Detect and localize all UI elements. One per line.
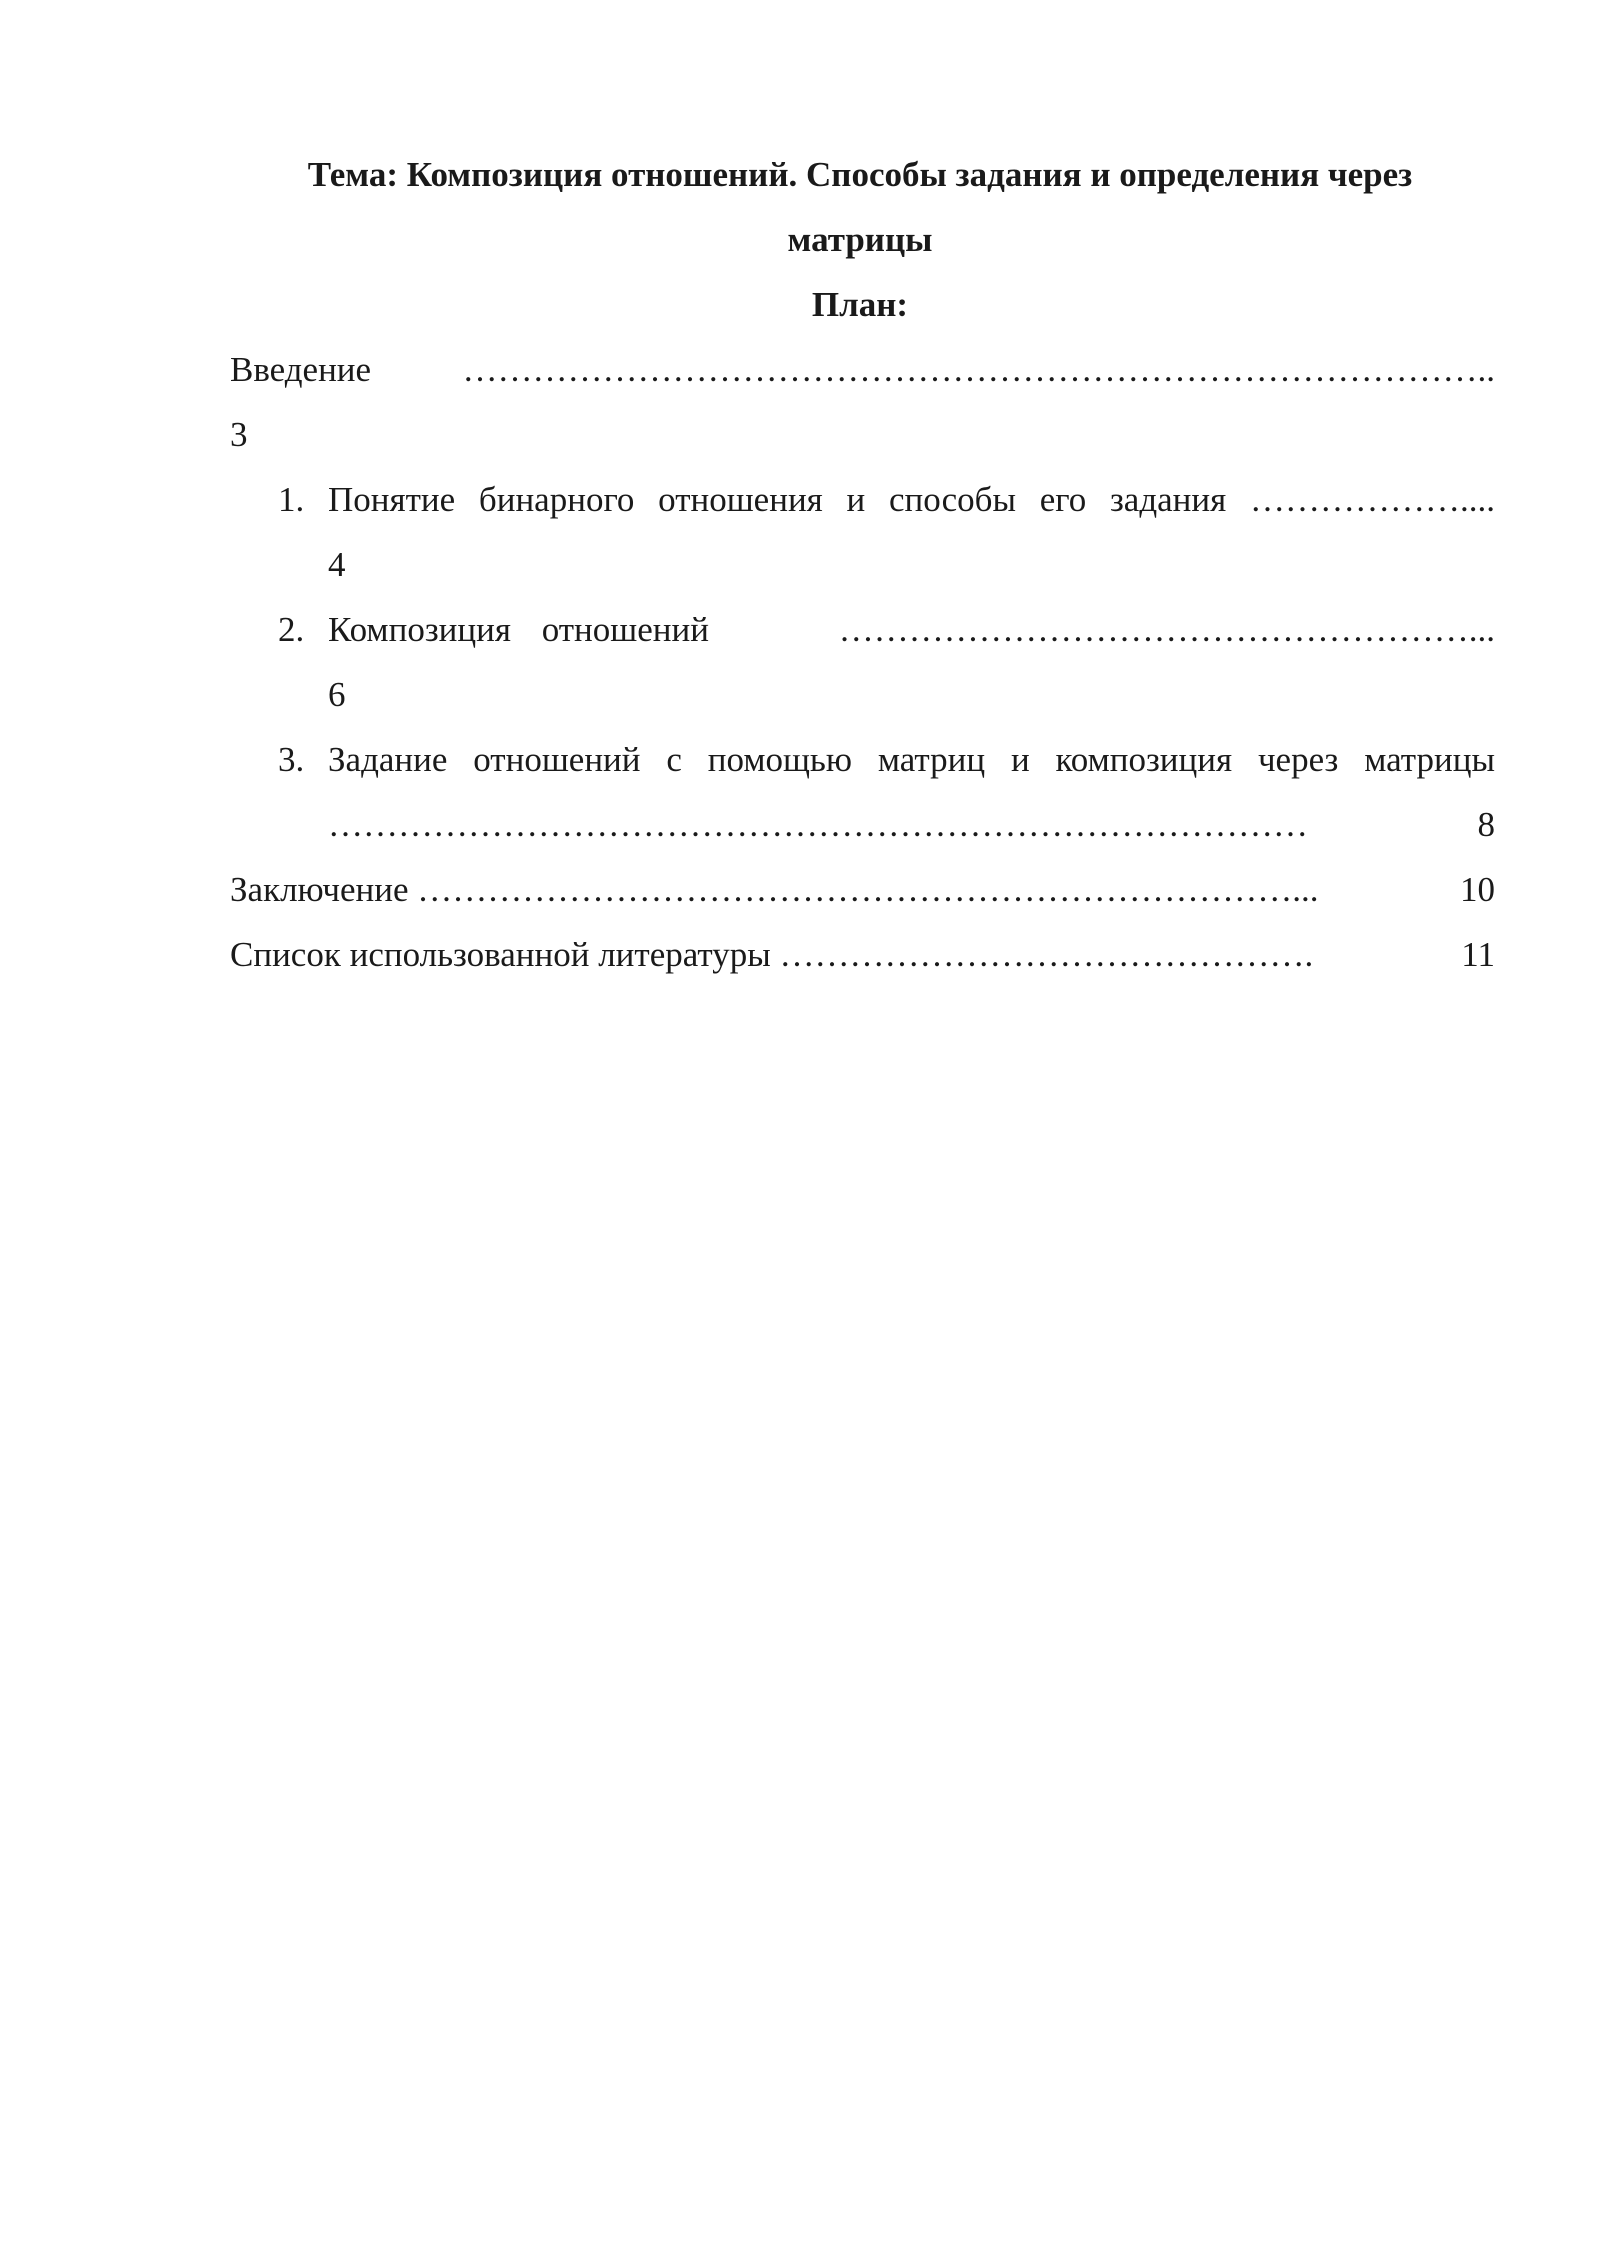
toc-item-number: 1.	[278, 480, 305, 519]
toc-entry-label: Введение	[230, 350, 372, 389]
toc-item-2	[328, 610, 1495, 650]
document-title-line-2: матрицы	[787, 220, 933, 259]
toc-item-number: 3.	[278, 740, 305, 779]
toc-entry-intro	[230, 350, 1495, 390]
toc-word: помощью	[707, 740, 853, 779]
toc-word: матрицы	[1364, 740, 1495, 779]
toc-leader-dots: ………………....	[1249, 480, 1495, 519]
toc-leader-dots: …………………………………………………………………………	[328, 805, 1308, 844]
document-title-line-1: Тема: Композиция отношений. Способы задания и определения через	[307, 155, 1413, 194]
toc-word: с	[666, 740, 682, 779]
toc-word: Задание	[328, 740, 448, 779]
toc-word: отношения	[658, 480, 823, 519]
toc-word: отношений	[541, 610, 709, 649]
toc-entry-conclusion	[230, 870, 1495, 910]
toc-word: Композиция	[328, 610, 511, 649]
toc-word: композиция	[1055, 740, 1233, 779]
toc-word: и	[846, 480, 866, 519]
toc-item-1	[328, 480, 1495, 520]
toc-item-number: 2.	[278, 610, 305, 649]
toc-page-number: 10	[1460, 870, 1495, 909]
toc-entry-references	[230, 935, 1495, 975]
toc-page-number: 6	[328, 675, 346, 714]
toc-page-number: 11	[1461, 935, 1495, 974]
toc-word: бинарного	[478, 480, 635, 519]
toc-page-number: 4	[328, 545, 346, 584]
toc-item-3	[328, 740, 1495, 780]
toc-entry-label: Заключение	[230, 870, 409, 909]
toc-word: матриц	[877, 740, 986, 779]
toc-item-3-continuation	[328, 805, 1495, 845]
toc-word: способы	[888, 480, 1016, 519]
plan-heading: План:	[811, 285, 909, 324]
toc-page-number: 3	[230, 415, 248, 454]
toc-word: и	[1010, 740, 1030, 779]
toc-leader-dots: ………………………………………………...	[838, 610, 1495, 649]
toc-leader-dots: ……………………………………….	[779, 935, 1314, 974]
toc-leader-dots: ……………………………………………………………………………..	[462, 350, 1495, 389]
toc-word: его	[1039, 480, 1087, 519]
toc-entry-label: Список использованной литературы	[230, 935, 771, 974]
toc-word: Понятие	[328, 480, 456, 519]
toc-word: отношений	[473, 740, 641, 779]
toc-word: через	[1257, 740, 1339, 779]
toc-word: задания	[1109, 480, 1227, 519]
toc-leader-dots: …………………………………………………………………...	[417, 870, 1319, 909]
toc-page-number: 8	[1477, 805, 1495, 844]
